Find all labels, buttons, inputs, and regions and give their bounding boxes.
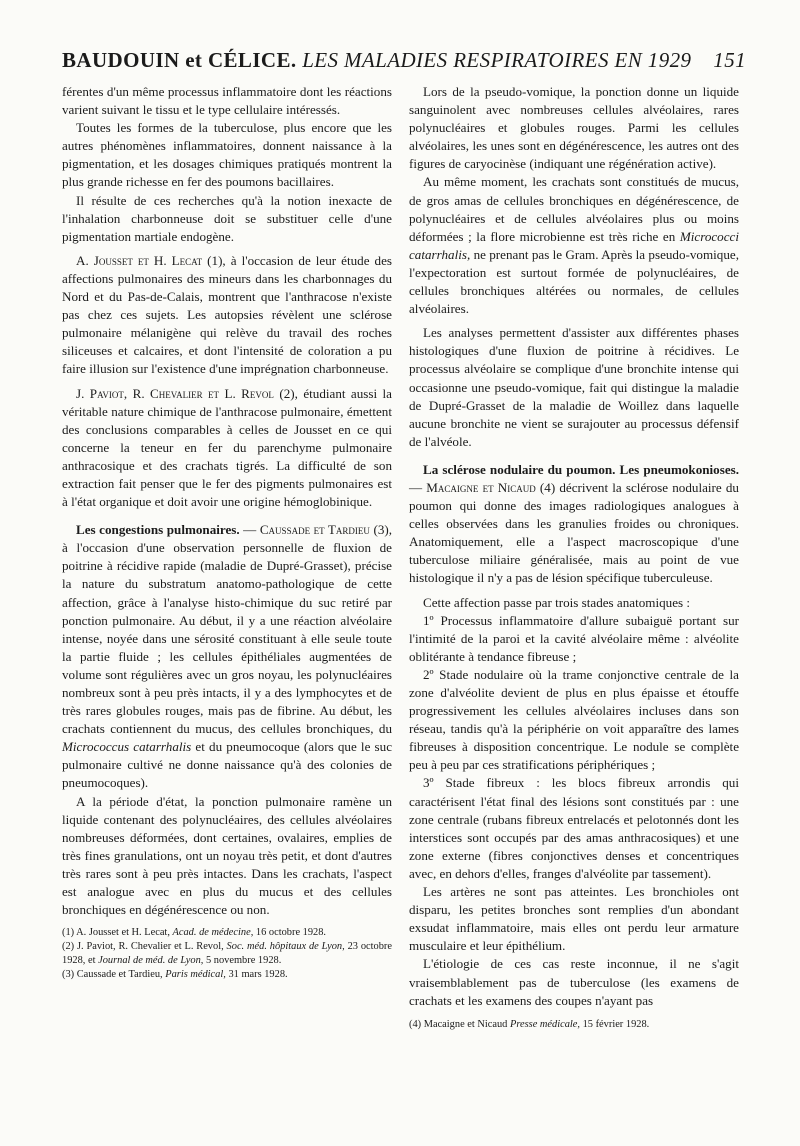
page-number: 151 (713, 48, 746, 72)
paragraph: férentes d'un même processus inflammatoire dont les réactions varient suivant le tissu et le type cellulaire intéressés. (62, 84, 392, 118)
list-item: 2º Stade nodulaire où la trame conjonctive centrale de la zone d'alvéolite devient de plus en plus épaisse et étouffe progressivement les cellules alvéolaires incluses dans son réseau, tandis qu'à la périphérie on voit apparaître des lames fibreuses à disposition concentrique. Le nodule se complète peu à peu par ces stratifications périphériques ; (409, 666, 739, 773)
footnote: (1) A. Jousset et H. Lecat, Acad. de médecine, 16 octobre 1928. (62, 927, 327, 939)
footnote: (3) Caussade et Tardieu, Paris médical, 31 mars 1928. (62, 969, 288, 981)
paragraph: Au même moment, les crachats sont constitués de mucus, de gros amas de cellules bronchiques en dégénérescence, de polynucléaires et de cellules alvéolaires plus ou moins déformées ; la flore microbienne est très riche en Micrococci catarrhalis, ne prenant pas le Gram. Après la pseudo-vomique, l'expectoration est surtout formée de polynucléaires, de cellules bronchiques altérées ou normales, de cellules alvéolaires. (409, 174, 739, 317)
list-item: 1º Processus inflammatoire d'allure subaiguë portant sur l'intimité de la paroi et la cavité alvéolaire même : alvéolite oblitérante à tendance fibreuse ; (409, 612, 739, 664)
cited-authors: A. Jousset et H. Lecat (1), (76, 252, 226, 268)
cited-authors: Caussade et Tardieu (3), (259, 522, 392, 538)
list-item: 3º Stade fibreux : les blocs fibreux arrondis qui caractérisent l'état final des lésions sont constitués par : une zone centrale (rubans fibreux entrelacés et pelotonnés dont les interstices sont occupés par des amas anthracosiques) et une zone externe (fibres conjonctives denses et concentriques avec, en dehors d'elles, franges d'alvéolite par tassement). (409, 775, 739, 881)
cited-authors: J. Paviot, R. Chevalier et L. Revol (2), (76, 385, 298, 401)
right-column (409, 83, 739, 1032)
section-paragraph: La sclérose nodulaire du poumon. Les pneumokonioses. — Macaigne et Nicaud (4) décrivent la sclérose nodulaire du poumon qui donne des images radiologiques analogues à celles observées dans les granulies froides ou chroniques. Anatomiquement, elle a l'aspect macroscopique d'une tuberculose miliaire généralisée, mais au point de vue histologique il n'y a pas de lésion spécifique tuberculeuse. (409, 461, 739, 586)
footnote: (2) J. Paviot, R. Chevalier et L. Revol, Soc. méd. hôpitaux de Lyon, 23 octobre 1928, et Journal de méd. de Lyon, 5 novembre 1928. (62, 941, 392, 967)
header-title: LES MALADIES RESPIRATOIRES EN 1929 (302, 48, 692, 72)
paragraph: Les analyses permettent d'assister aux différentes phases histologiques d'une fluxion de poitrine à récidives. Le processus alvéolaire se complique d'une bronchite intense qui occasionne une pseudo-vomique, fait qui distingue la maladie de Dupré-Grasset de la maladie de Woillez dans laquelle aucune bronchite ne vient se surajouter au processus défensif de l'alvéole. (409, 325, 739, 449)
section-heading: La sclérose nodulaire du poumon. Les pneumokonioses. (423, 461, 739, 477)
section-paragraph: Les congestions pulmonaires. — Caussade et Tardieu (3), à l'occasion d'une observation personnelle de fluxion de poitrine à récidive rapide (maladie de Dupré-Grasset), précise la nature du substratum anatomo-pathologique de cette affection, grâce à l'analyse histo-chimique du suc retiré par ponction pulmonaire. Au début, il y a une réaction alvéolaire intense, noyée dans une sérosité constituant à elle seule toute la partie fluide ; les cellules épithéliales augmentées de volume sont régulières avec un gros noyau, les polynucléaires nombreux sont à peu près intacts, il y a des lymphocytes et de très rares globules rouges, mais pas de fibrine. Au début, les crachats contiennent du mucus, des cellules bronchiques, du Micrococcus catarrhalis et du pneumocoque (alors que le suc pulmonaire cultivé ne donne naissance qu'à des colonies de pneumocoques). (62, 522, 392, 791)
cited-authors: Macaigne et Nicaud (4) (426, 479, 556, 495)
paragraph: J. Paviot, R. Chevalier et L. Revol (2), étudiant aussi la véritable nature chimique de l'anthracose pulmonaire, émettent des conclusions comparables à celles de Jousset en ce qui concerne la teneur en fer du parenchyme pulmonaire anthracosique et des crachats tigrés. La difficulté de son extraction fait penser que le fer des pigments pulmonaires est à l'état organique et doit avoir une origine hémoglobinique. (62, 385, 392, 510)
header-authors: BAUDOUIN et CÉLICE. (62, 48, 297, 72)
paragraph: A la période d'état, la ponction pulmonaire ramène un liquide contenant des polynucléaires, des cellules alvéolaires nombreuses déformées, dont certaines, ovalaires, emplies de très fines granulations, ont un noyau très petit, et dont d'autres très rares sont à peu près intactes. Dans les crachats, l'aspect est analogue avec en plus du mucus et des cellules bronchiques en dégénérescence ou non. (62, 793, 392, 918)
paragraph: Cette affection passe par trois stades anatomiques : (423, 594, 691, 610)
paragraph: L'étiologie de ces cas reste inconnue, il ne s'agit vraisemblablement pas de tuberculose (les examens de crachats et les examens des coupes n'ayant pas (409, 956, 739, 1008)
paragraph: Lors de la pseudo-vomique, la ponction donne un liquide sanguinolent avec nombreuses cellules alvéolaires, rares polynucléaires et globules rouges. Parmi les cellules alvéolaires, les unes sont en dégénérescence, les autres ont des figures de caryocinèse (indiquant une régénération active). (409, 84, 739, 172)
paragraph: Toutes les formes de la tuberculose, plus encore que les autres phénomènes inflammatoires, donnent naissance à la pigmentation, et les dosages chimiques pratiqués montrent la plus grande richesse en fer des poumons bacillaires. (62, 120, 392, 190)
left-column (62, 83, 392, 982)
footnotes (409, 1018, 739, 1032)
section-heading: Les congestions pulmonaires. (76, 522, 240, 538)
footnotes (62, 925, 392, 982)
running-header (62, 48, 750, 82)
paragraph: A. Jousset et H. Lecat (1), à l'occasion de leur étude des affections pulmonaires des mineurs dans les charbonnages du Nord et du Pas-de-Calais, montrent que l'anthracose n'existe pas chez ces sujets. Les autopsies révèlent une sclérose pulmonaire mélanigène qui relève du travail des roches siliceuses et calcaires, et dont l'intensité de coloration a pu faire illusion sur l'existence d'une imprégnation charbonneuse. (62, 252, 392, 377)
footnote: (4) Macaigne et Nicaud Presse médicale, 15 février 1928. (409, 1018, 650, 1030)
paragraph: Les artères ne sont pas atteintes. Les bronchioles ont disparu, les petites bronches sont remplies d'un abondant exsudat inflammatoire, mais elles ont perdu leur armature musculaire et leur épithélium. (409, 884, 739, 954)
paragraph: Il résulte de ces recherches qu'à la notion inexacte de l'inhalation charbonneuse doit se substituer celle d'une pigmentation martiale endogène. (62, 192, 392, 244)
